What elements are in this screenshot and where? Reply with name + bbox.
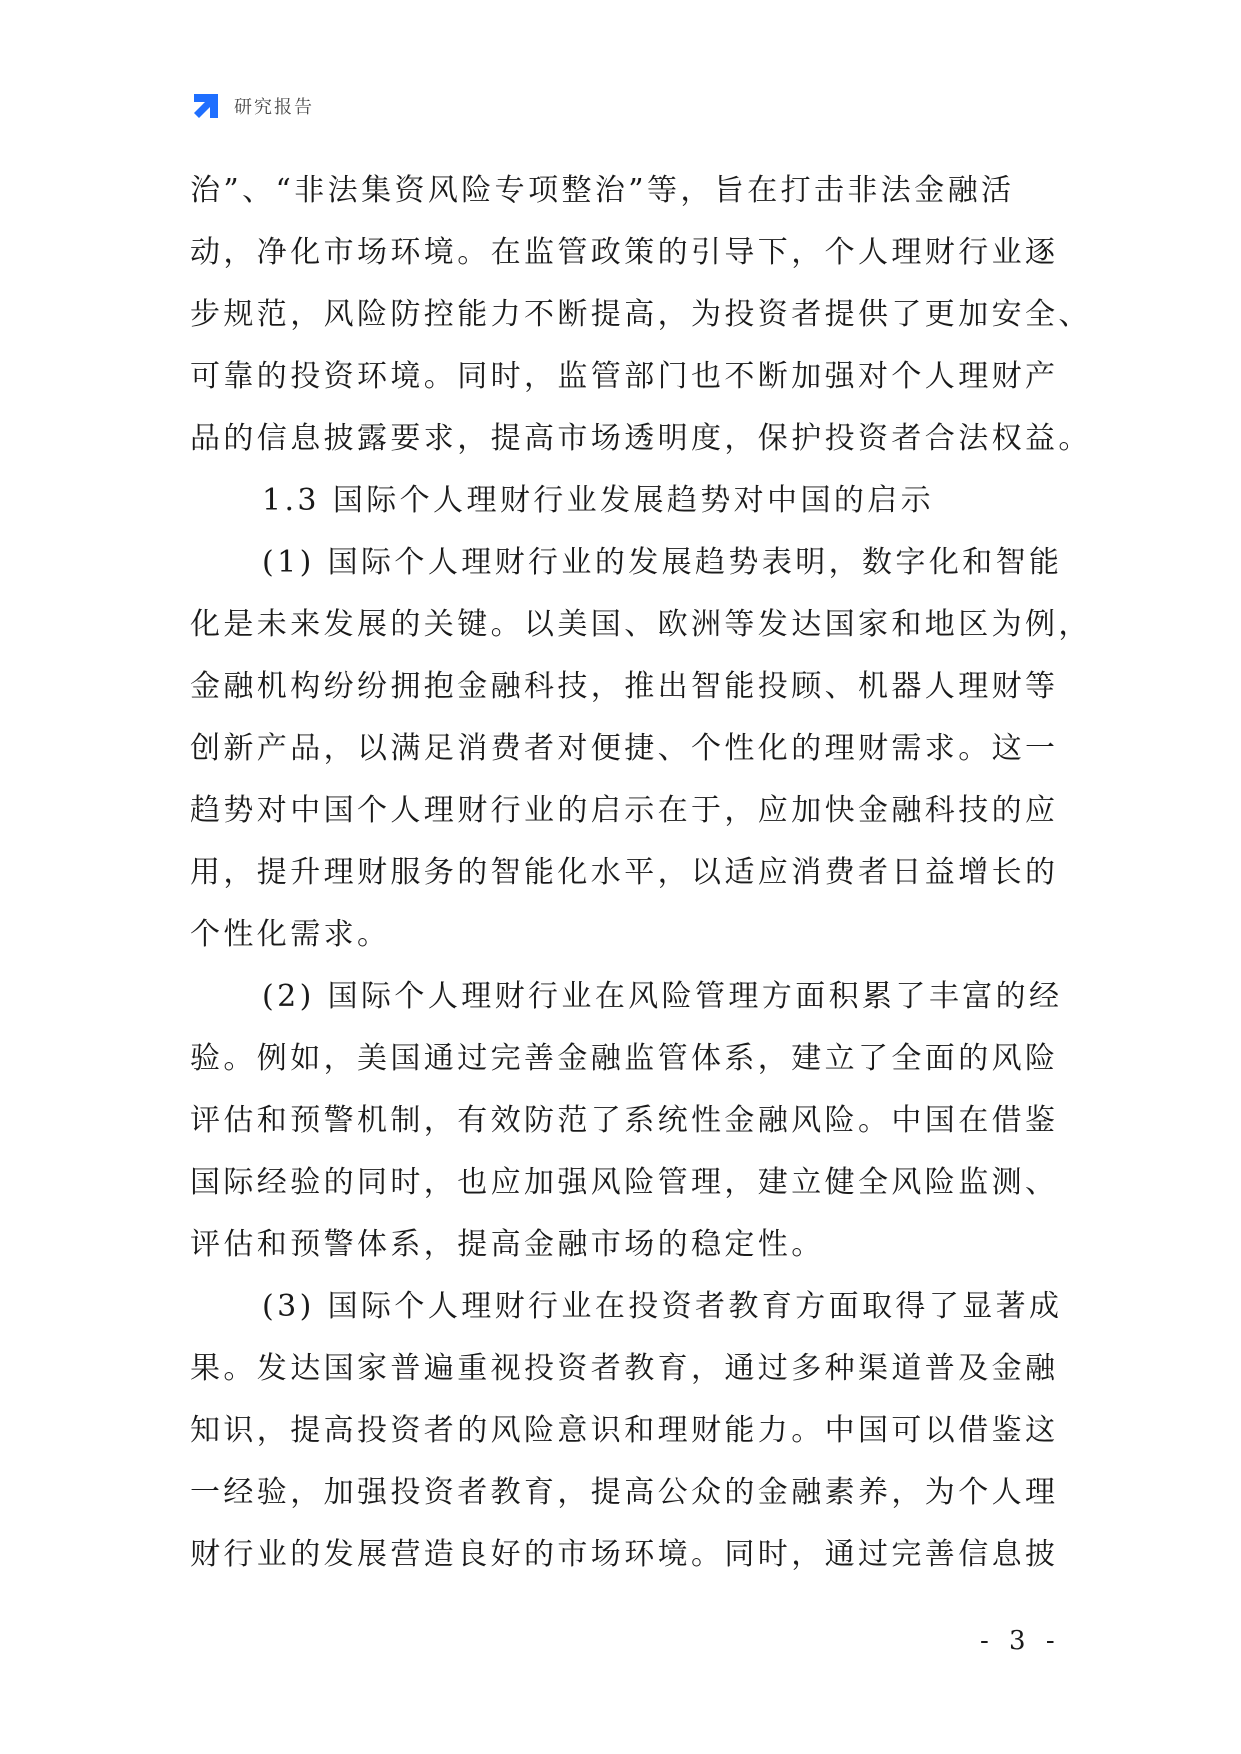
- paragraph-line: 用，提升理财服务的智能化水平，以适应消费者日益增长的: [190, 855, 1059, 890]
- paragraph-line: 可靠的投资环境。同时，监管部门也不断加强对个人理财产: [190, 359, 1059, 394]
- paragraph-line: (2) 国际个人理财行业在风险管理方面积累了丰富的经: [262, 979, 1063, 1014]
- header-title: 研究报告: [234, 97, 314, 118]
- paragraph-line: (1) 国际个人理财行业的发展趋势表明，数字化和智能: [262, 545, 1063, 580]
- section-heading: 1.3 国际个人理财行业发展趋势对中国的启示: [262, 483, 935, 518]
- paragraph-line: 评估和预警机制，有效防范了系统性金融风险。中国在借鉴: [190, 1103, 1059, 1138]
- paragraph-line: 趋势对中国个人理财行业的启示在于，应加快金融科技的应: [190, 793, 1059, 828]
- paragraph-line: 验。例如，美国通过完善金融监管体系，建立了全面的风险: [190, 1041, 1059, 1076]
- paragraph-line: 国际经验的同时，也应加强风险管理，建立健全风险监测、: [190, 1165, 1059, 1200]
- paragraph-line: 知识，提高投资者的风险意识和理财能力。中国可以借鉴这: [190, 1413, 1059, 1448]
- paragraph-line: 果。发达国家普遍重视投资者教育，通过多种渠道普及金融: [190, 1351, 1059, 1386]
- paragraph-line: 品的信息披露要求，提高市场透明度，保护投资者合法权益。: [190, 421, 1092, 456]
- paragraph-line: 评估和预警体系，提高金融市场的稳定性。: [190, 1227, 825, 1262]
- paragraph-line: (3) 国际个人理财行业在投资者教育方面取得了显著成: [262, 1289, 1063, 1324]
- paragraph-line: 金融机构纷纷拥抱金融科技，推出智能投顾、机器人理财等: [190, 669, 1059, 704]
- paragraph-line: 动，净化市场环境。在监管政策的引导下，个人理财行业逐: [190, 235, 1059, 270]
- arrow-up-right-logo-icon: [190, 90, 222, 122]
- paragraph-line: 化是未来发展的关键。以美国、欧洲等发达国家和地区为例，: [190, 607, 1092, 642]
- paragraph-line: 步规范，风险防控能力不断提高，为投资者提供了更加安全、: [190, 297, 1092, 332]
- paragraph-line: 创新产品，以满足消费者对便捷、个性化的理财需求。这一: [190, 731, 1059, 766]
- paragraph-line: 个性化需求。: [190, 917, 391, 952]
- document-body: [190, 160, 1092, 1586]
- paragraph-line: 财行业的发展营造良好的市场环境。同时，通过完善信息披: [190, 1537, 1059, 1572]
- paragraph-line: 治”、“非法集资风险专项整治”等，旨在打击非法金融活: [190, 173, 1015, 208]
- page-header: [190, 88, 314, 124]
- page-number: - 3 -: [980, 1626, 1061, 1656]
- paragraph-line: 一经验，加强投资者教育，提高公众的金融素养，为个人理: [190, 1475, 1059, 1510]
